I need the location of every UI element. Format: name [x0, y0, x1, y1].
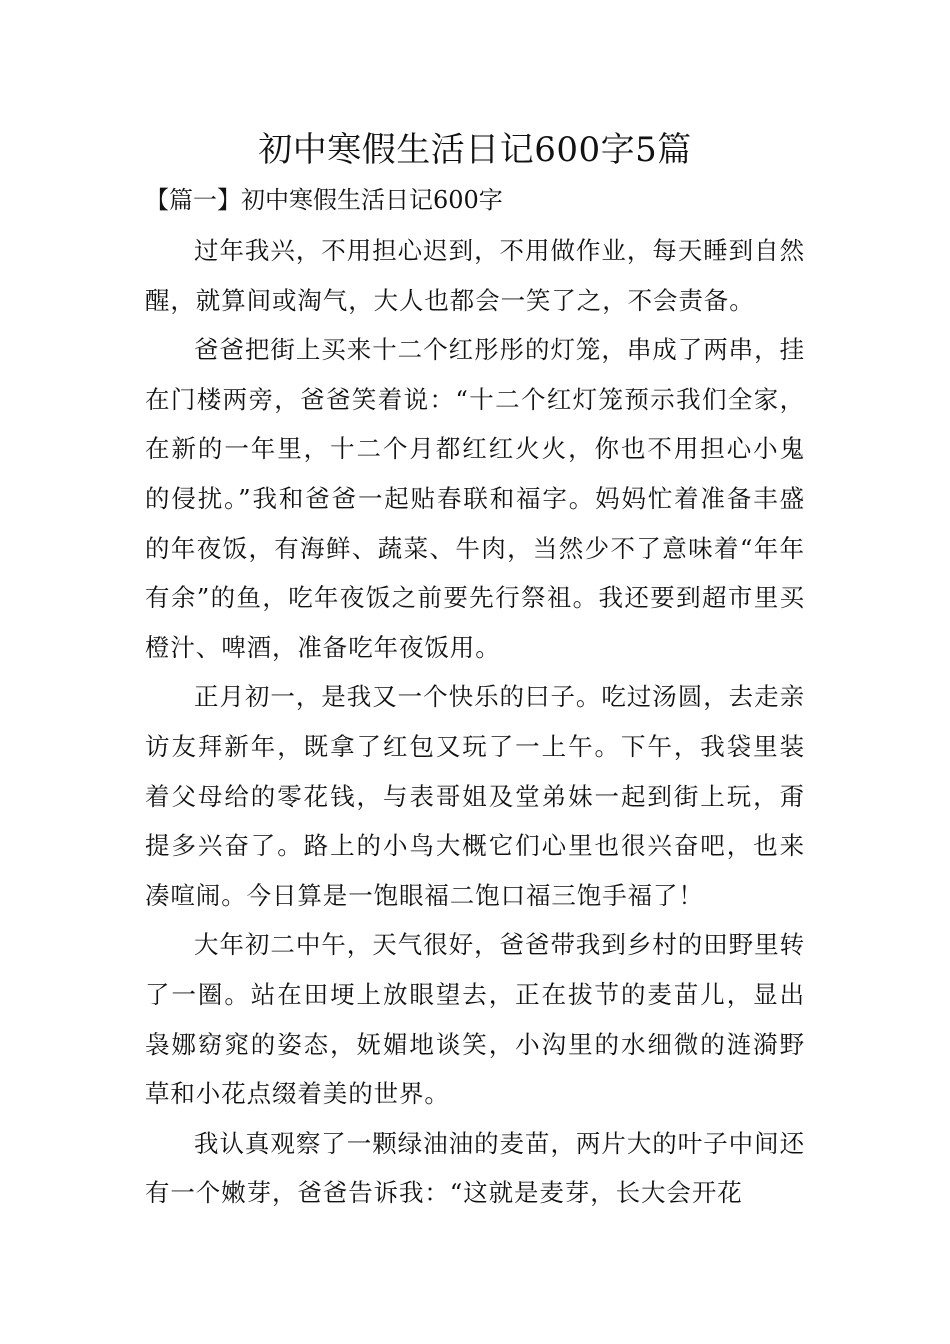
paragraph-4: 大年初二中午，天气很好，爸爸带我到乡村的田野里转了一圈。站在田埂上放眼望去，正在拔节的麦苗儿，显出袅娜窈窕的姿态，妩媚地谈笑，小沟里的水细微的涟漪野草和小花点缀着美的世界。: [145, 930, 805, 1109]
paragraph-2: 爸爸把街上买来十二个红彤彤的灯笼，串成了两串，挂在门楼两旁，爸爸笑着说：“十二个红灯笼预示我们全家，在新的一年里，十二个月都红红火火，你也不用担心小鬼的侵扰。”我和爸爸一起贴春联和福字。妈妈忙着准备丰盛的年夜饭，有海鲜、蔬菜、牛肉，当然少不了意味着“年年有余”的鱼，吃年夜饭之前要先行祭祖。我还要到超市里买橙汁、啤酒，准备吃年夜饭用。: [145, 335, 805, 662]
paragraph-3: 正月初一，是我又一个快乐的曰子。吃过汤圆，去走亲访友拜新年，既拿了红包又玩了一上午。下午，我袋里装着父母给的零花钱，与表哥姐及堂弟妹一起到街上玩，甭提多兴奋了。路上的小鸟大概它们心里也很兴奋吧，也来凑喧闹。今日算是一饱眼福二饱口福三饱手福了！: [145, 682, 805, 910]
paragraph-1: 过年我兴，不用担心迟到，不用做作业，每天睡到自然醒，就算间或淘气，大人也都会一笑了之，不会责备。: [145, 236, 805, 315]
document-title: 初中寒假生活日记600字5篇: [258, 130, 692, 170]
paragraph-5: 我认真观察了一颗绿油油的麦苗，两片大的叶子中间还有一个嫩芽，爸爸告诉我：“这就是麦芽，长大会开花: [145, 1128, 805, 1208]
section-heading: 【篇一】初中寒假生活日记600字: [145, 186, 503, 214]
article-body: [145, 226, 805, 1218]
